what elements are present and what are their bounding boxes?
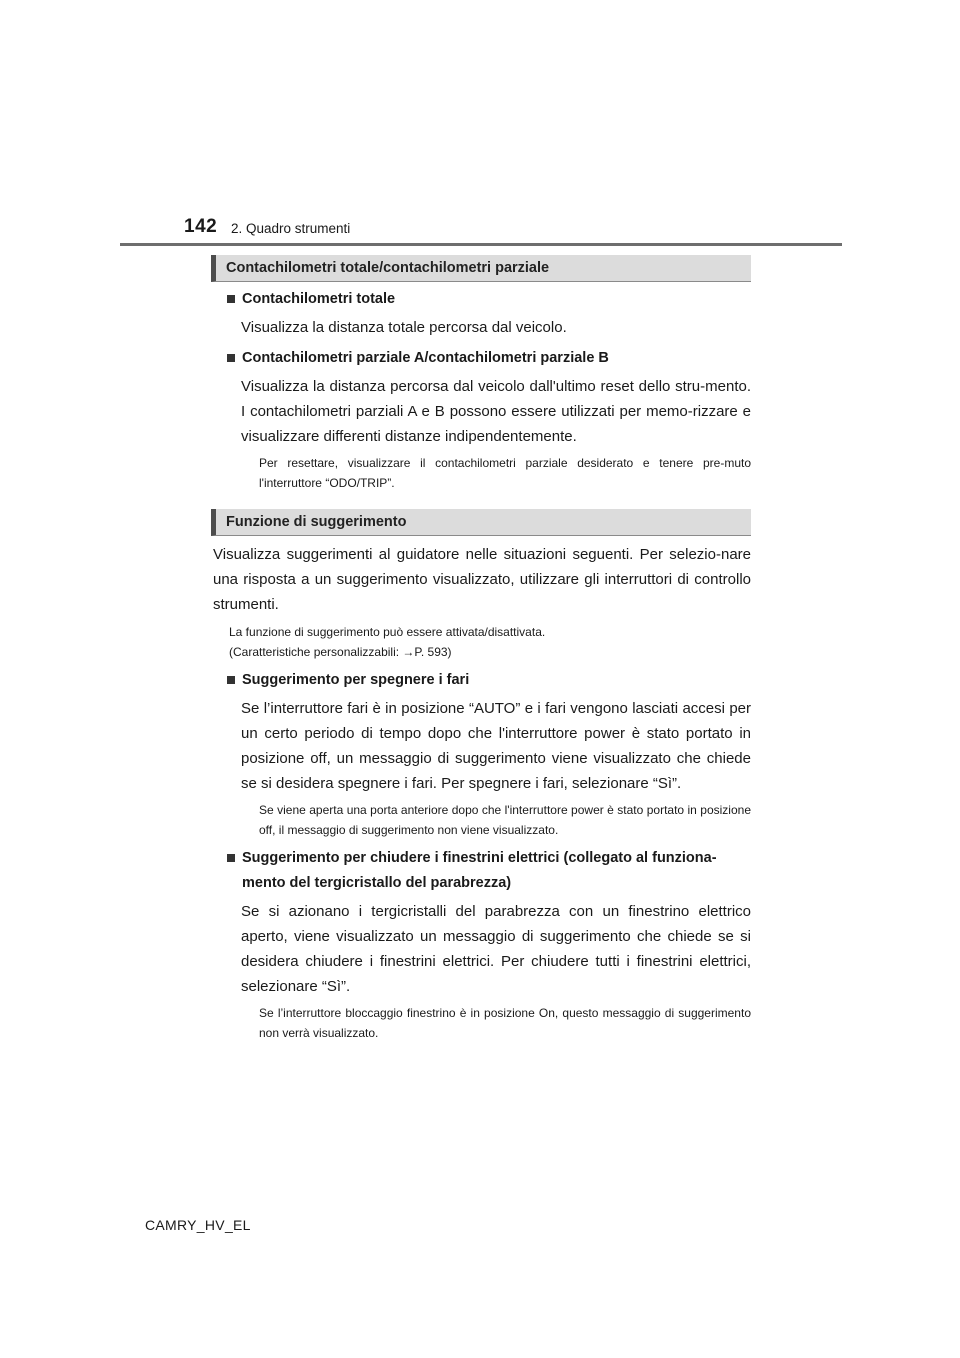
square-bullet-icon [227,854,235,862]
header-rule [120,243,842,246]
note-lights-off: Se viene aperta una porta anteriore dopo che l'interruttore power è stato portato in posizione off, il messaggio di suggerimento non viene visualizzato. [259,803,751,837]
subheading-lights-off: Suggerimento per spegnere i fari [211,668,751,693]
note-customization-ref: (Caratteristiche personalizzabili: →P. 593) [229,645,452,659]
paragraph-lights-off: Se l’interruttore fari è in posizione “AUTO” e i fari vengono lasciati accesi per un certo periodo di tempo dopo che l'interruttore power è stato portato in posizione off, un messaggio di suggerimento viene visualizzato che chiede se si desidera spegnere i fari. Per spegnere i fari, selezionare “Sì”. [241,700,751,792]
square-bullet-icon [227,676,235,684]
document-code: CAMRY_HV_EL [145,1217,251,1233]
note-trip-meter: Per resettare, visualizzare il contachilometri parziale desiderato e tenere pre-muto l'interruttore “ODO/TRIP”. [259,456,751,490]
square-bullet-icon [227,354,235,362]
section-title-odometer: Contachilometri totale/contachilometri parziale [211,255,751,282]
section-title-suggestion: Funzione di suggerimento [211,509,751,536]
page-header [0,0,960,250]
subheading-odometer: Contachilometri totale [211,287,751,312]
subheading-close-windows: Suggerimento per chiudere i finestrini elettrici (collegato al funziona-mento del tergicristallo del parabrezza) [211,846,751,896]
paragraph-trip-meter: Visualizza la distanza percorsa dal veicolo dall'ultimo reset dello stru-mento. I contachilometri parziali A e B possono essere utilizzati per memo-rizzare e visualizzare differenti distanze indipendentemente. [241,378,751,445]
subheading-trip-meter: Contachilometri parziale A/contachilometri parziale B [211,346,751,371]
page-number: 142 [184,216,218,237]
page-content [211,255,751,1043]
note-close-windows: Se l’interruttore bloccaggio finestrino è in posizione On, questo messaggio di suggerimento non verrà visualizzato. [259,1006,751,1040]
square-bullet-icon [227,295,235,303]
paragraph-close-windows: Se si azionano i tergicristalli del parabrezza con un finestrino elettrico aperto, viene visualizzato un messaggio di suggerimento che chiede se si desidera chiudere i finestrini elettrici. Per chiudere tutti i finestrini elettrici, selezionare “Sì”. [241,903,751,995]
note-suggestion-toggle: La funzione di suggerimento può essere attivata/disattivata. [229,625,546,639]
paragraph-suggestion-intro: Visualizza suggerimenti al guidatore nelle situazioni seguenti. Per selezio-nare una risposta a un suggerimento visualizzato, utilizzare gli interruttori di controllo strumenti. [213,546,751,613]
chapter-title: 2. Quadro strumenti [231,221,351,236]
paragraph-odometer: Visualizza la distanza totale percorsa dal veicolo. [241,319,567,336]
